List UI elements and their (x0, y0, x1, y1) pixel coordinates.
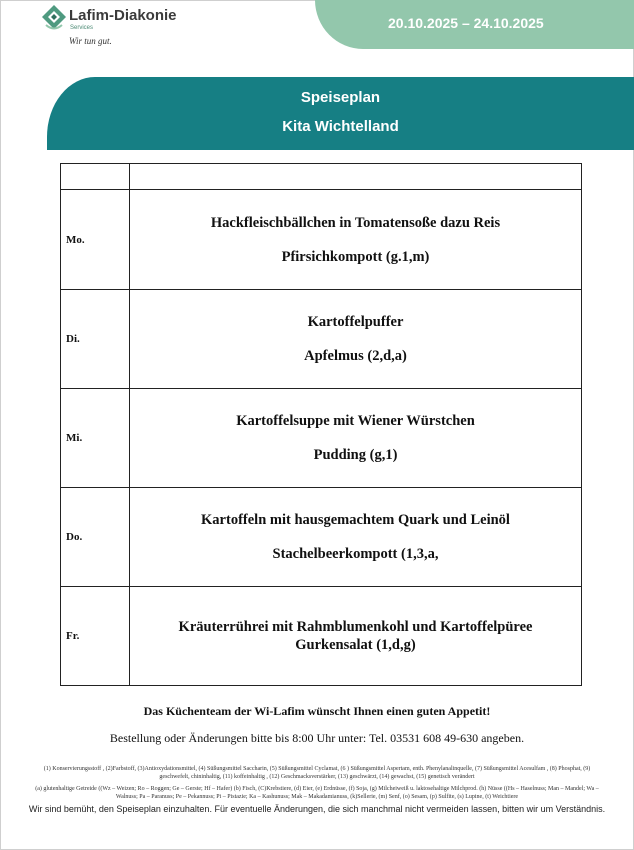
dish-cell (130, 488, 582, 587)
menu-table (60, 163, 582, 686)
dish-cell (130, 389, 582, 488)
title-band (47, 77, 634, 150)
header-cell-day (61, 164, 130, 190)
dish-side: Pudding (g,1) (313, 447, 398, 463)
table-row (61, 290, 582, 389)
brand-logo (42, 5, 202, 49)
brand-name: Lafim-Diakonie (69, 7, 177, 24)
day-label: Fr. (61, 587, 130, 686)
page-subtitle: Kita Wichtelland (282, 118, 399, 135)
additives-legend: (1) Konservierungsstoff , (2)Farbstoff, (3)Antioxydationsmittel, (4) Süßungsmittel Saccharin, (5) Süßungsmittel Cyclamat, (6 ) Süßungsmittel Aspertam, enth. Phenylanalinquelle, (7) Süßungsmittel Acesulfam , (8) Phosphat, (9) geschwefelt, chininhaltig, (11) koffeinhaltig , (12) Geschmacksverstärker, (13) geschwärzt, (14) gewachst, (15) genetisch verändert (43, 766, 591, 780)
dish-cell (130, 190, 582, 290)
dish-side: Apfelmus (2,d,a) (304, 348, 407, 364)
date-band (315, 0, 634, 49)
dish-cell (130, 587, 582, 686)
day-label: Mi. (61, 389, 130, 488)
brand-slogan: Wir tun gut. (69, 36, 112, 46)
day-label: Mo. (61, 190, 130, 290)
day-label: Di. (61, 290, 130, 389)
allergens-legend: (a) glutenhaltige Getreide ((Wz – Weizen; Ro – Roggen; Ge – Gerste; Hf – Hafer) (b) Fisch, (C)Krebstiere, (d) Eier, (e) Erdnüsse, (f) Soja, (g) Milcheiweiß u. laktosehaltige Milchprod. (h) Nüsse ((Hs – Haselnuss; Man – Mandel; Wa – Walnuss; Pa – Paranuss; Pe – Pekannuss; Pi – Pistazie; Ka – Kashunuss; Mak – Makadamianuss, (k)Sellerie, (m) Senf, (o) Sesam, (p) Sulfite, (s) Lupine, (t) Weichtiere (35, 786, 599, 800)
dish-main: Kartoffelsuppe mit Wiener Würstchen (236, 413, 475, 429)
table-row (61, 488, 582, 587)
page-title: Speiseplan (300, 89, 381, 106)
header-cell-dish (130, 164, 582, 190)
appetite-message: Das Küchenteam der Wi-Lafim wünscht Ihnen einen guten Appetit! (143, 704, 491, 718)
dish-main: Hackfleischbällchen in Tomatensoße dazu Reis (210, 214, 501, 231)
dish-side: Pfirsichkompott (g.1,m) (281, 248, 430, 265)
dish-main: Kartoffeln mit hausgemachtem Quark und Leinöl (201, 512, 510, 528)
dish-cell (130, 290, 582, 389)
table-row (61, 587, 582, 686)
dish-main: Kartoffelpuffer (307, 314, 404, 330)
table-row (61, 389, 582, 488)
table-header-row (61, 164, 582, 190)
table-row (61, 190, 582, 290)
dish-main: Kräuterrührei mit Rahmblumenkohl und Kartoffelpüree (178, 619, 533, 635)
brand-sub: Services (70, 25, 94, 31)
dish-side: Stachelbeerkompott (1,3,a, (272, 546, 439, 562)
closing-note: Wir sind bemüht, den Speiseplan einzuhalten. Für eventuelle Änderungen, die sich manchmal nicht vermeiden lassen, bitten wir um Verständnis. (28, 804, 606, 814)
date-range: 20.10.2025 – 24.10.2025 (388, 15, 544, 31)
order-info: Bestellung oder Änderungen bitte bis 8:00 Uhr unter: Tel. 03531 608 49-630 angeben. (109, 731, 525, 745)
day-label: Do. (61, 488, 130, 587)
diamond-logo-icon (42, 5, 66, 33)
dish-side: Gurkensalat (1,d,g) (295, 637, 416, 653)
